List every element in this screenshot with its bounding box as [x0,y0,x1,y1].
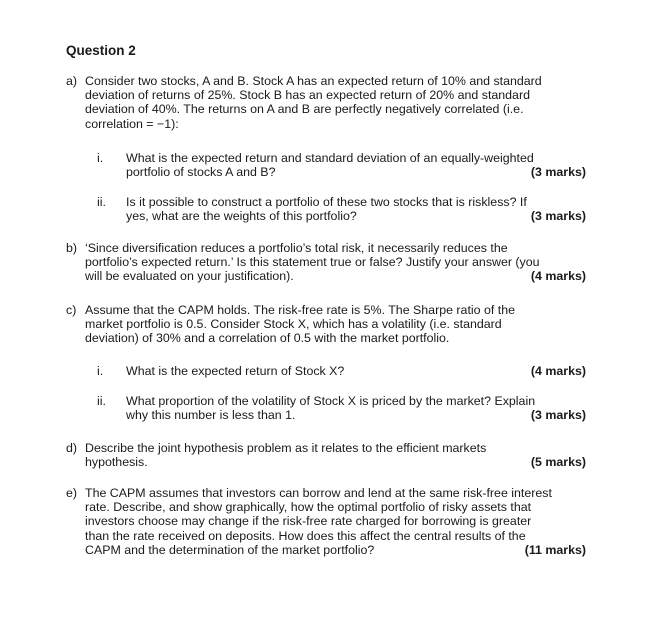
part-d-line: Describe the joint hypothesis problem as it relates to the efficient markets [85,441,487,455]
part-c-sub-i-line: What is the expected return of Stock X? [126,364,345,378]
part-d-line: hypothesis. [85,455,148,470]
part-c-sub-i-num: i. [97,364,104,378]
marks-label: (4 marks) [530,269,586,284]
part-e-line: The CAPM assumes that investors can borrow and lend at the same risk-free interest [85,486,552,500]
part-b-text [85,241,586,284]
part-c-line: Assume that the CAPM holds. The risk-free rate is 5%. The Sharpe ratio of the [85,303,515,317]
part-a-text [85,74,586,131]
part-a-line: correlation = −1): [85,116,179,131]
part-a-sub-ii-line: yes, what are the weights of this portfolio? [126,209,357,224]
part-c-sub-ii-line: What proportion of the volatility of Stock X is priced by the market? Explain [126,394,536,408]
part-a-sub-ii-line-with-marks [126,209,586,223]
part-a-line: deviation of 40%. The returns on A and B are perfectly negatively correlated (i.e. [85,102,524,117]
part-a-sub-ii-text [126,195,586,223]
part-a-sub-i [97,151,586,179]
part-b-line: will be evaluated on your justification). [85,269,294,284]
part-c-sub-ii-num: ii. [97,394,106,408]
part-a [66,74,586,131]
marks-label: (5 marks) [530,455,586,470]
part-b-line: ‘Since diversification reduces a portfolio’s total risk, it necessarily reduces the [85,241,508,255]
marks-label: (3 marks) [530,209,586,224]
marks-label: (3 marks) [530,408,586,423]
part-e-letter: e) [66,486,78,500]
part-a-letter: a) [66,74,78,88]
part-a-sub-i-line: portfolio of stocks A and B? [126,165,276,180]
part-a-sub-ii-num: ii. [97,195,106,209]
part-d-line-with-marks [85,455,586,469]
part-c-letter: c) [66,303,77,317]
part-a-sub-ii-line: Is it possible to construct a portfolio of these two stocks that is riskless? If [126,195,527,209]
marks-label: (11 marks) [524,542,586,557]
part-c-sub-i [97,364,586,378]
part-c-line: deviation) of 30% and a correlation of 0.5 with the market portfolio. [85,331,450,346]
part-b-line: portfolio’s expected return.’ Is this statement true or false? Justify your answer (you [85,255,540,270]
question-title: Question 2 [66,43,136,58]
part-c-sub-ii [97,394,586,422]
part-c-sub-ii-line: why this number is less than 1. [126,408,296,423]
part-c-line: market portfolio is 0.5. Consider Stock X, which has a volatility (i.e. standard [85,317,502,332]
part-e-line: rate. Describe, and show graphically, how the optimal portfolio of risky assets that [85,500,532,515]
part-a-sub-ii [97,195,586,223]
part-b [66,241,586,284]
part-a-sub-i-line: What is the expected return and standard deviation of an equally-weighted [126,151,534,165]
part-c-sub-ii-text [126,394,586,422]
part-d-text [85,441,586,469]
part-d [66,441,586,469]
part-c [66,303,586,346]
part-a-sub-i-num: i. [97,151,104,165]
part-e-line: than the rate received on deposits. How does this affect the central results of the [85,528,526,543]
part-e-line: CAPM and the determination of the market portfolio? [85,542,375,557]
part-b-line-with-marks [85,269,586,283]
part-c-sub-i-text [126,364,586,378]
part-c-sub-i-line-with-marks [126,364,586,378]
part-a-line: deviation of returns of 25%. Stock B has an expected return of 20% and standard [85,88,530,103]
part-e-line-with-marks [85,543,586,557]
part-e [66,486,586,557]
part-a-sub-i-text [126,151,586,179]
part-e-text [85,486,586,557]
part-e-line: investors choose may change if the risk-free rate charged for borrowing is greater [85,514,532,529]
part-b-letter: b) [66,241,78,255]
marks-label: (3 marks) [530,165,586,180]
part-c-sub-ii-line-with-marks [126,408,586,422]
part-a-sub-i-line-with-marks [126,165,586,179]
part-a-line: Consider two stocks, A and B. Stock A has an expected return of 10% and standard [85,74,542,88]
marks-label: (4 marks) [530,364,586,378]
part-d-letter: d) [66,441,78,455]
part-c-text [85,303,586,346]
